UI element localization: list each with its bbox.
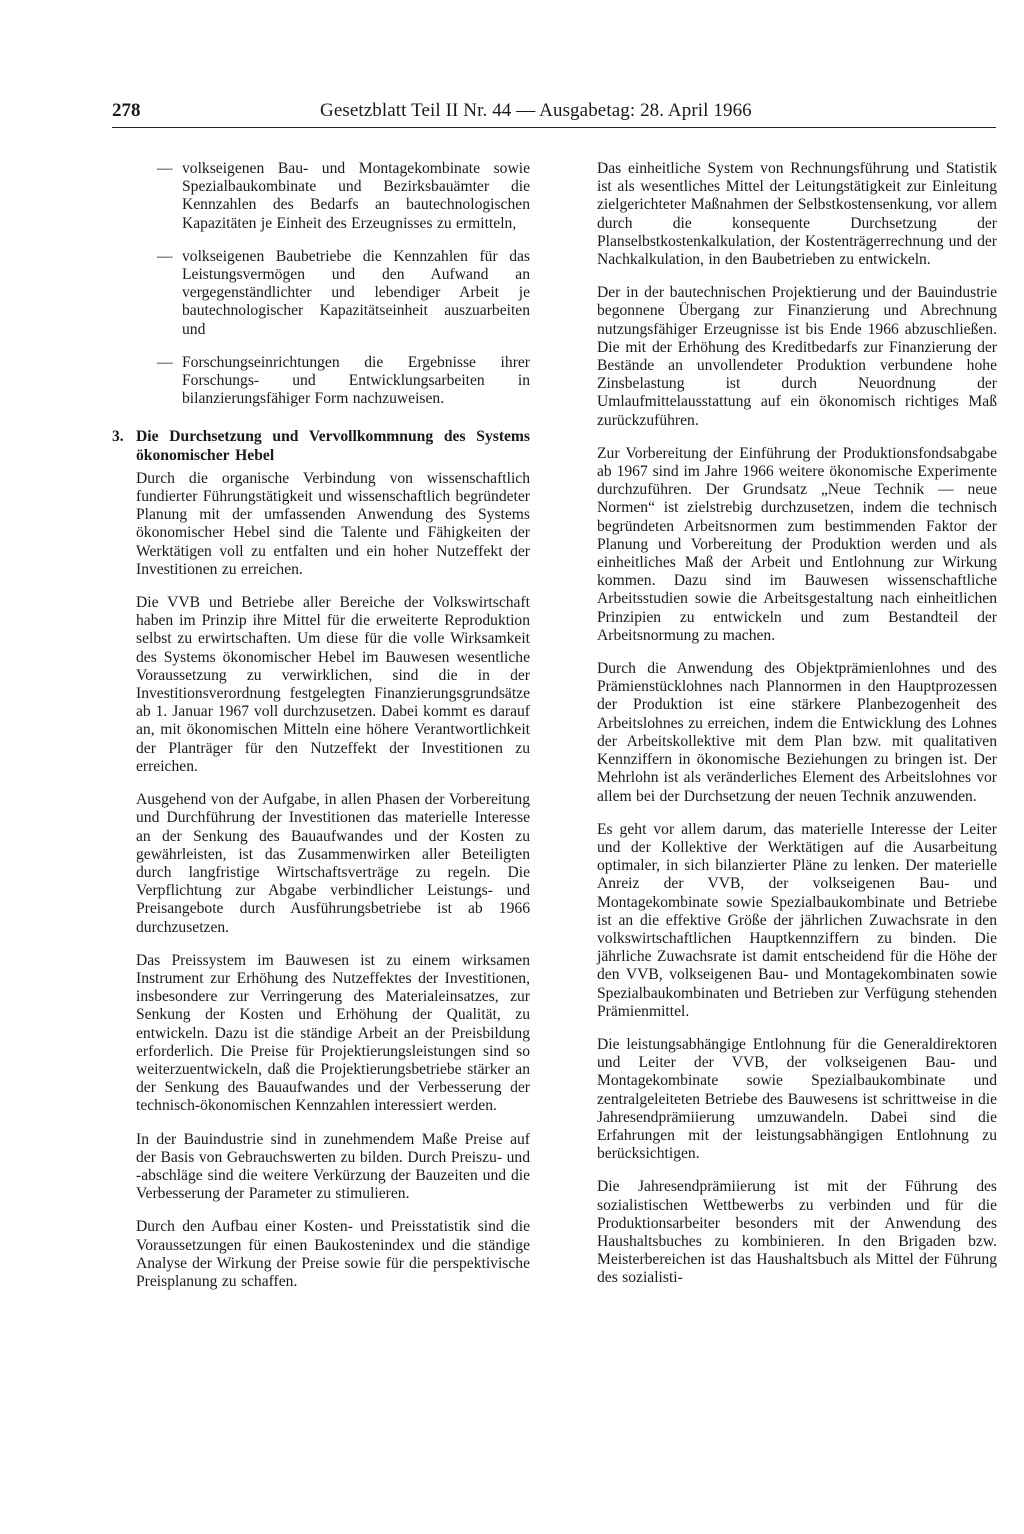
right-column — [597, 160, 997, 1288]
paragraph: Durch die Anwendung des Objektprämienlohnes und des Prämienstücklohnes nach Plannormen in den Hauptprozessen der Produktion ist eine stärkere Planbezogenheit des Arbeitslohnes zu erreichen, indem die Entwicklung des Lohnes der Arbeitskollektive mit dem Plan bzw. mit qualitativen Kennziffern in ökonomische Beziehungen zu bringen ist. Der Mehrlohn ist als veränderliches Element des Arbeitslohnes vor allem bei der Durchsetzung der neuen Technik anzuwenden. — [597, 660, 997, 805]
dash-marker: — — [157, 160, 173, 177]
dash-marker: — — [157, 247, 173, 265]
paragraph: Durch die organische Verbindung von wissenschaftlich fundierter Führungstätigkeit und wissenschaftlich begründeter Planung mit der umfassenden Anwendung des Systems ökonomischer Hebel sind die Talente und Fähigkeiten der Werktätigen voll zu entfalten und ein hoher Nutzeffekt der Investitionen zu erreichen. — [136, 469, 530, 578]
page-number: 278 — [112, 100, 141, 121]
header-rule — [112, 127, 996, 128]
dash-list-item — [112, 354, 530, 409]
dash-marker: — — [157, 353, 173, 371]
paragraph: Durch den Aufbau einer Kosten- und Preisstatistik sind die Voraussetzungen für einen Baukostenindex und die ständige Analyse der Wirkung der Preise sowie für die perspektivische Preisplanung zu schaffen. — [136, 1218, 530, 1290]
paragraph: Es geht vor allem darum, das materielle Interesse der Leiter und der Kollektive der Werktätigen auf die Ausarbeitung optimaler, in sich bilanzierter Pläne zu lenken. Der materielle Anreiz der VVB, der volkseigenen Bau- und Montagekombinate sowie Spezialbaukombinate und Betriebe ist an die effektive Größe der jährlichen Zuwachsrate in den volkswirtschaftlichen Hauptkennziffern zu binden. Die jährliche Zuwachsrate ist damit entscheidend für die Höhe der den VVB, volkseigenen Bau- und Montagekombinaten sowie Spezialbaukombinaten und Betrieben zur Verfügung stehenden Prämienmittel. — [597, 820, 997, 1020]
page-header — [112, 98, 996, 130]
dash-list-item — [112, 248, 530, 339]
paragraph: Der in der bautechnischen Projektierung und der Bauindustrie begonnene Übergang zur Finanzierung und Abrechnung nutzungsfähiger Erzeugnisse ist bis Ende 1966 abzuschließen. Die mit der Erhöhung des Kreditbedarfs zur Finanzierung der Bestände an unvollendeter Produktion verbundene hohe Zinsbelastung ist durch Neuordnung der Umlaufmittelausstattung auf ein ökonomisch richtiges Maß zurückzuführen. — [597, 284, 997, 429]
paragraph: Die leistungsabhängige Entlohnung für die Generaldirektoren und Leiter der VVB, der volkseigenen Bau- und Montagekombinate sowie Spezialbaukombinate und zentralgeleiteten Betriebe des Bauwesens ist schrittweise in die Jahresendprämiierung umzuwandeln. Dabei sind die Erfahrungen mit der leistungsabhängigen Entlohnung zu berücksichtigen. — [597, 1035, 997, 1163]
left-column — [112, 160, 530, 1306]
paragraph: Ausgehend von der Aufgabe, in allen Phasen der Vorbereitung und Durchführung der Investitionen das materielle Interesse an der Senkung des Bauaufwandes und der Kosten zu gewährleisten, ist das Zusammenwirken aller Beteiligten durch langfristige Wirtschaftsverträge zu regeln. Die Verpflichtung zur Abgabe verbindlicher Leistungs- und Preisangebote durch Ausführungsbetriebe ist ab 1966 durchzusetzen. — [136, 791, 530, 936]
section-number: 3. — [112, 428, 124, 446]
dash-list-item — [112, 160, 530, 233]
paragraph: Zur Vorbereitung der Einführung der Produktionsfondsabgabe ab 1967 sind im Jahre 1966 weitere ökonomische Experimente durchzuführen. Der Grundsatz „Neue Technik — neue Normen“ ist zielstrebig durchzusetzen, indem die technisch begründeten Arbeitsnormen zum bestimmenden Faktor der Planung und Vorbereitung der Produktion werden und als einheitliches Maß der Arbeit und Entlohnung zur Wirkung kommen. Dazu sind im Bauwesen wissenschaftliche Arbeitsstudien sowie die Arbeitsgestaltung nach einheitlichen Prinzipien zu entwickeln und zum Bestandteil der Arbeitsnormung zu machen. — [597, 444, 997, 644]
dash-item-text: volkseigenen Bau- und Montagekombinate sowie Spezialbaukombinate und Bezirksbauämter die Kennzahlen des Bedarfs an bautechnologischen Kapazitäten je Einheit des Erzeugnisses zu ermitteln, — [182, 160, 530, 232]
running-header-title: Gesetzblatt Teil II Nr. 44 — Ausgabetag: 28. April 1966 — [320, 100, 752, 121]
paragraph: Die Jahresendprämiierung ist mit der Führung des sozialistischen Wettbewerbs zu verbinden und für die Produktionsarbeiter besonders mit der Anwendung des Haushaltsbuches zu kombinieren. In den Brigaden bzw. Meisterbereichen ist das Haushaltsbuch als Mittel der Führung des sozialisti- — [597, 1178, 997, 1287]
paragraph: Die VVB und Betriebe aller Bereiche der Volkswirtschaft haben im Prinzip ihre Mittel für die erweiterte Reproduktion selbst zu erwirtschaften. Um diese für die volle Wirksamkeit des Systems ökonomischer Hebel im Bauwesen wesentliche Voraussetzung zu verwirklichen, sind die in der Investitionsverordnung festgelegten Finanzierungsgrundsätze ab 1. Januar 1967 voll durchzusetzen. Dabei kommt es darauf an, mit ökonomischen Mitteln eine höhere Verantwortlichkeit der Planträger für den Nutzeffekt der Investitionen zu erreichen. — [136, 594, 530, 775]
paragraph: Das einheitliche System von Rechnungsführung und Statistik ist als wesentliches Mittel der Leitungstätigkeit zur Einleitung zielgerichteter Maßnahmen der Selbstkostensenkung, vor allem durch die konsequente Durchsetzung der Planselbstkostenkalkulation, der Kostenträgerrechnung und der Nachkalkulation, in den Baubetrieben zu entwickeln. — [597, 160, 997, 269]
section-heading — [112, 428, 530, 464]
dash-item-text: volkseigenen Baubetriebe die Kennzahlen für das Leistungsvermögen und den Aufwand an vergegenständlichter und lebendiger Arbeit je bautechnologischer Kapazitätseinheit auszuarbeiten und — [182, 247, 530, 338]
section-body — [112, 470, 530, 1291]
section-title: Die Durchsetzung und Vervollkommnung des Systems ökonomischer Hebel — [136, 428, 530, 464]
paragraph: Das Preissystem im Bauwesen ist zu einem wirksamen Instrument zur Erhöhung des Nutzeffektes der Investitionen, insbesondere zur Verringerung des Materialeinsatzes, zur Senkung der Kosten und Erhöhung der Qualität, zu entwickeln. Dazu ist die ständige Arbeit an der Preisbildung erforderlich. Die Preise für Projektierungsleistungen sind so weiterzuentwickeln, daß die Projektierungsbetriebe stärker an der Senkung des Bauaufwandes und der Verbesserung der technisch-ökonomischen Kennzahlen interessiert werden. — [136, 951, 530, 1115]
dash-item-text: Forschungseinrichtungen die Ergebnisse ihrer Forschungs- und Entwicklungsarbeiten in bilanzierungsfähiger Form nachzuweisen. — [182, 353, 530, 408]
paragraph: In der Bauindustrie sind in zunehmendem Maße Preise auf der Basis von Gebrauchswerten zu bilden. Durch Preiszu- und -abschläge sind die weitere Verkürzung der Bauzeiten und die Verbesserung der Parameter zu stimulieren. — [136, 1130, 530, 1203]
